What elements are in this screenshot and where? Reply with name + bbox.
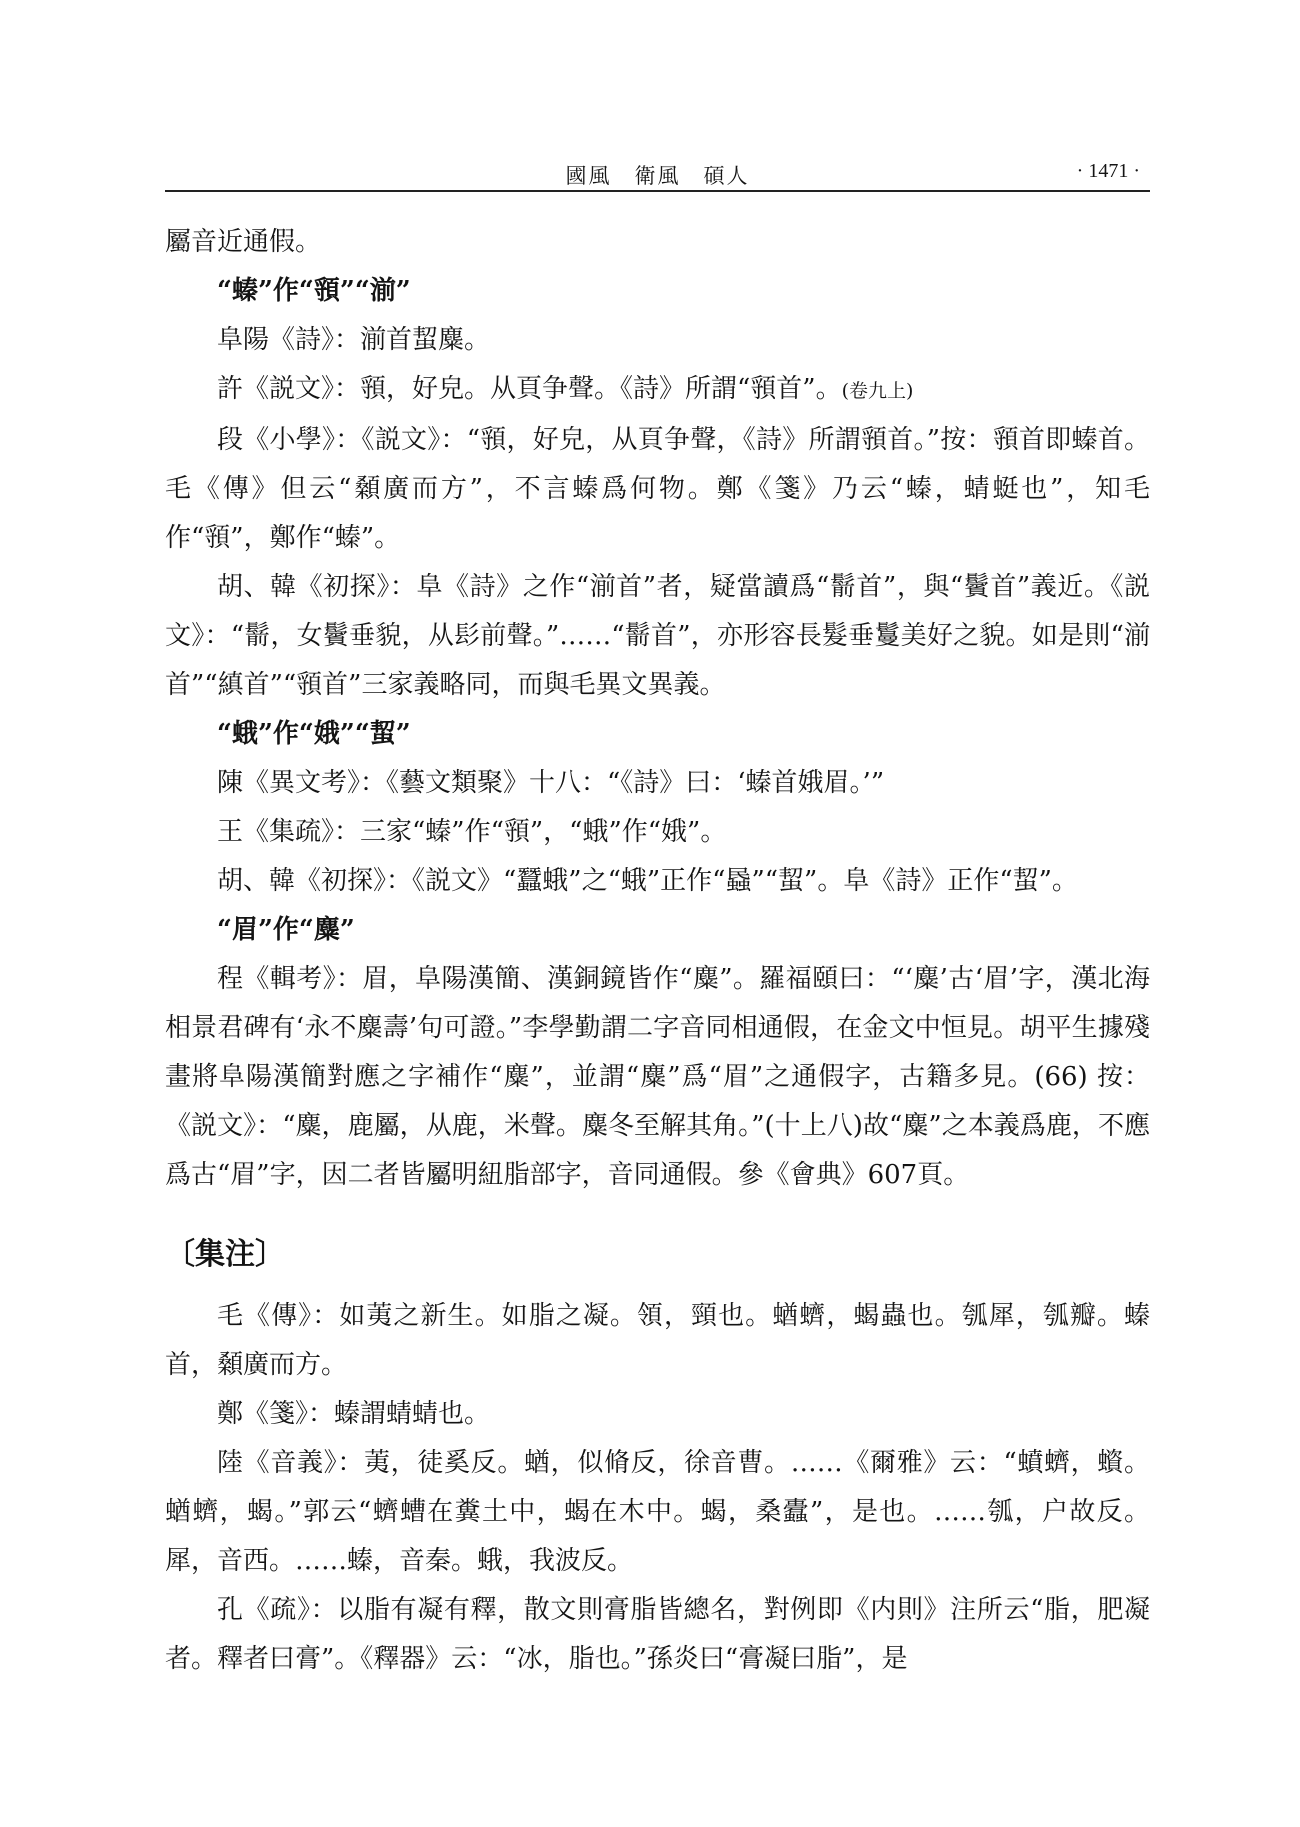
paragraph: 胡、韓《初探》：阜《詩》之作“湔首”者，疑當讀爲“鬋首”，與“鬢首”義近。《説文》：“鬋，女鬢垂貌，从髟前聲。”……“鬋首”，亦形容長髮垂鬘美好之貌。如是則“湔首”“縝首”“頱首”三家義略同，而與毛異文異義。 bbox=[165, 572, 1150, 700]
paragraph-text: 許《説文》：頱，好皃。从頁争聲。《詩》所謂“頱首”。 bbox=[217, 374, 842, 404]
page-body bbox=[165, 218, 1150, 1684]
paragraph: 屬音近通假。 bbox=[165, 227, 322, 257]
subheading: “眉”作“麋” bbox=[217, 915, 355, 945]
paragraph: 胡、韓《初探》：《説文》“蠶蛾”之“蛾”正作“蟁”“蛪”。阜《詩》正作“蛪”。 bbox=[217, 866, 1078, 896]
running-title: 國風 衛風 碩人 bbox=[565, 164, 750, 188]
subheading: “蛾”作“娥”“蛪” bbox=[217, 719, 411, 749]
paragraph: 毛《傳》：如荑之新生。如脂之凝。領，頸也。蝤蠐，蝎蟲也。瓠犀，瓠瓣。螓首，顙廣而方。 bbox=[165, 1301, 1150, 1380]
section-title: 〔集注〕 bbox=[165, 1237, 285, 1272]
paragraph: 段《小學》：《説文》：“頱，好皃，从頁争聲，《詩》所謂頱首。”按：頱首即螓首。毛《傳》但云“顙廣而方”，不言螓爲何物。鄭《箋》乃云“螓，蜻蜓也”，知毛作“頱”，鄭作“螓”。 bbox=[165, 425, 1150, 553]
paragraph: 孔《疏》：以脂有凝有釋，散文則膏脂皆總名，對例即《内則》注所云“脂，肥凝者。釋者曰膏”。《釋器》云：“冰，脂也。”孫炎曰“膏凝曰脂”，是 bbox=[165, 1595, 1150, 1674]
page-number: · 1471 · bbox=[1076, 160, 1140, 182]
volume-note: (卷九上) bbox=[841, 380, 914, 402]
paragraph: 陸《音義》：荑，徒奚反。蝤，似脩反，徐音曹。……《爾雅》云：“蟦蠐，蠀。蝤蠐，蝎。”郭云“蠐螬在糞土中，蝎在木中。蝎，桑蠹”，是也。……瓠，户故反。犀，音西。……螓，音秦。蛾，我波反。 bbox=[165, 1448, 1150, 1576]
paragraph: 陳《異文考》：《藝文類聚》十八：“《詩》曰：‘螓首娥眉。’” bbox=[217, 768, 885, 798]
paragraph: 王《集疏》：三家“螓”作“頱”，“蛾”作“娥”。 bbox=[217, 817, 727, 847]
paragraph: 程《輯考》：眉，阜陽漢簡、漢銅鏡皆作“麋”。羅福頤曰：“‘麋’古‘眉’字，漢北海相景君碑有‘永不麋壽’句可證。”李學勤謂二字音同相通假，在金文中恒見。胡平生據殘畫將阜陽漢簡對應之字補作“麋”，並謂“麋”爲“眉”之通假字，古籍多見。(66) 按：《説文》：“麋，鹿屬，从鹿，米聲。麋冬至解其角。”(十上八)故“麋”之本義爲鹿，不應爲古“眉”字，因二者皆屬明紐脂部字，音同通假。參《會典》607頁。 bbox=[165, 964, 1150, 1190]
page-header bbox=[165, 150, 1150, 192]
paragraph: 阜陽《詩》：湔首蛪麋。 bbox=[217, 325, 491, 355]
header-rule bbox=[165, 190, 1150, 192]
subheading: “螓”作“頱”“湔” bbox=[217, 276, 411, 306]
paragraph: 鄭《箋》：螓謂蜻蜻也。 bbox=[217, 1399, 491, 1429]
paragraph bbox=[165, 365, 1150, 416]
